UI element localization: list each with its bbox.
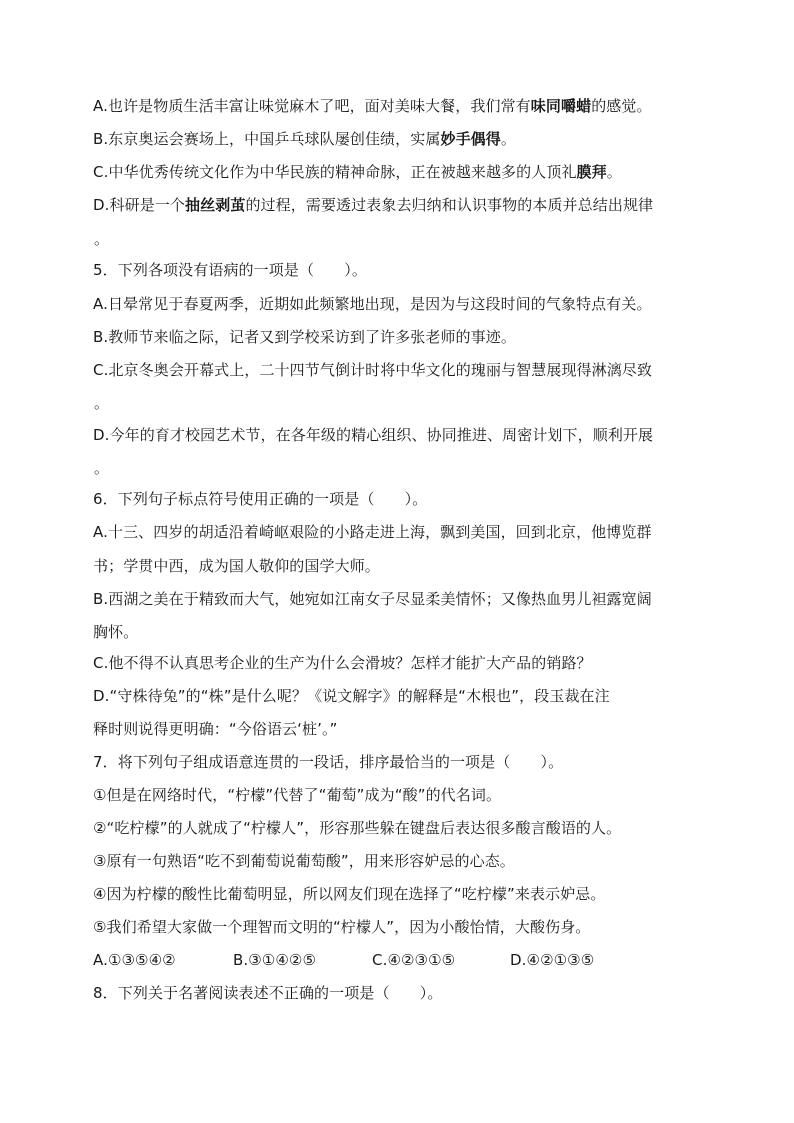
q6-option-a-line1: A.十三、四岁的胡适沿着崎岖艰险的小路走进上海，飘到美国，回到北京，他博览群 xyxy=(93,523,652,541)
q7-option-c: C.④②③①⑤ xyxy=(372,951,456,969)
q4-option-a-idiom: 味同嚼蜡 xyxy=(530,97,592,115)
q4-option-d-idiom: 抽丝剥茧 xyxy=(185,196,246,214)
q4-option-b-end: 。 xyxy=(500,130,516,148)
q4-option-b-idiom: 妙手偶得 xyxy=(440,130,501,148)
q4-option-d-wrap: 。 xyxy=(94,230,110,248)
q4-option-b-text: B.东京奥运会赛场上，中国乒乓球队屡创佳绩，实属 xyxy=(93,130,441,148)
q7-option-a: A.①③⑤④② xyxy=(93,951,176,969)
q7-sentence-1: ①但是在网络时代，“柠檬”代替了“葡萄”成为“酸”的代名词。 xyxy=(93,786,502,804)
q7-sentence-5: ⑤我们希望大家做一个理智而文明的“柠檬人”，因为小酸怡情，大酸伤身。 xyxy=(93,918,591,936)
q4-option-a-text: A.也许是物质生活丰富让味觉麻木了吧，面对美味大餐，我们常有 xyxy=(93,97,531,115)
q4-option-d xyxy=(93,195,713,215)
q7-sentence-4: ④因为柠檬的酸性比葡萄明显，所以网友们现在选择了“吃柠檬”来表示妒忌。 xyxy=(93,885,606,903)
q7-option-d: D.④②①③⑤ xyxy=(510,951,595,969)
q8-stem: 8．下列关于名著阅读表述不正确的一项是（ ）。 xyxy=(93,984,443,1002)
q7-options xyxy=(93,950,713,970)
q4-option-a-end: 的感觉。 xyxy=(591,97,652,115)
q4-option-c-idiom: 膜拜 xyxy=(576,163,607,181)
q5-option-a: A.日晕常见于春夏两季，近期如此频繁地出现，是因为与这段时间的气象特点有关。 xyxy=(93,295,652,313)
q4-option-c-text: C.中华优秀传统文化作为中华民族的精神命脉，正在被越来越多的人顶礼 xyxy=(93,163,577,181)
q4-option-d-end: 的过程，需要透过表象去归纳和认识事物的本质并总结出规律 xyxy=(245,196,654,214)
q5-option-b: B.教师节来临之际，记者又到学校采访到了许多张老师的事迹。 xyxy=(93,328,516,346)
q4-option-b xyxy=(93,129,713,149)
q6-option-d-line1: D.“守株待兔”的“株”是什么呢？《说文解字》的解释是“木根也”，段玉裁在注 xyxy=(93,687,610,705)
q6-option-b-line2: 胸怀。 xyxy=(93,623,139,641)
q5-option-d: D.今年的育才校园艺术节，在各年级的精心组织、协同推进、周密计划下，顺利开展 xyxy=(93,426,654,444)
q7-sentence-2: ②“吃柠檬”的人就成了“柠檬人”，形容那些躲在键盘后表达很多酸言酸语的人。 xyxy=(93,819,622,837)
q7-sentence-3: ③原有一句熟语“吃不到葡萄说葡萄酸”，用来形容妒忌的心态。 xyxy=(93,852,515,870)
q5-option-c: C.北京冬奥会开幕式上，二十四节气倒计时将中华文化的瑰丽与智慧展现得淋漓尽致 xyxy=(93,361,653,379)
q5-stem: 5．下列各项没有语病的一项是（ ）。 xyxy=(93,261,367,279)
q4-option-c-end: 。 xyxy=(606,163,622,181)
q6-option-b-line1: B.西湖之美在于精致而大气，她宛如江南女子尽显柔美情怀；又像热血男儿袒露宽阔 xyxy=(93,590,652,608)
q5-option-c-wrap: 。 xyxy=(94,394,110,412)
q4-option-c xyxy=(93,162,713,182)
q4-option-a xyxy=(93,96,713,116)
q6-stem: 6．下列句子标点符号使用正确的一项是（ ）。 xyxy=(93,490,428,508)
q6-option-a-line2: 书；学贯中西，成为国人敬仰的国学大师。 xyxy=(93,557,380,575)
q6-option-d-line2: 释时则说得更明确：“今俗语云‘桩’。” xyxy=(93,720,338,738)
q4-option-d-text: D.科研是一个 xyxy=(93,196,186,214)
q5-option-d-wrap: 。 xyxy=(94,459,110,477)
q7-option-b: B.③①④②⑤ xyxy=(233,951,316,969)
q6-option-c: C.他不得不认真思考企业的生产为什么会滑坡？怎样才能扩大产品的销路？ xyxy=(93,654,592,672)
q7-stem: 7．将下列句子组成语意连贯的一段话，排序最恰当的一项是（ ）。 xyxy=(93,753,564,771)
